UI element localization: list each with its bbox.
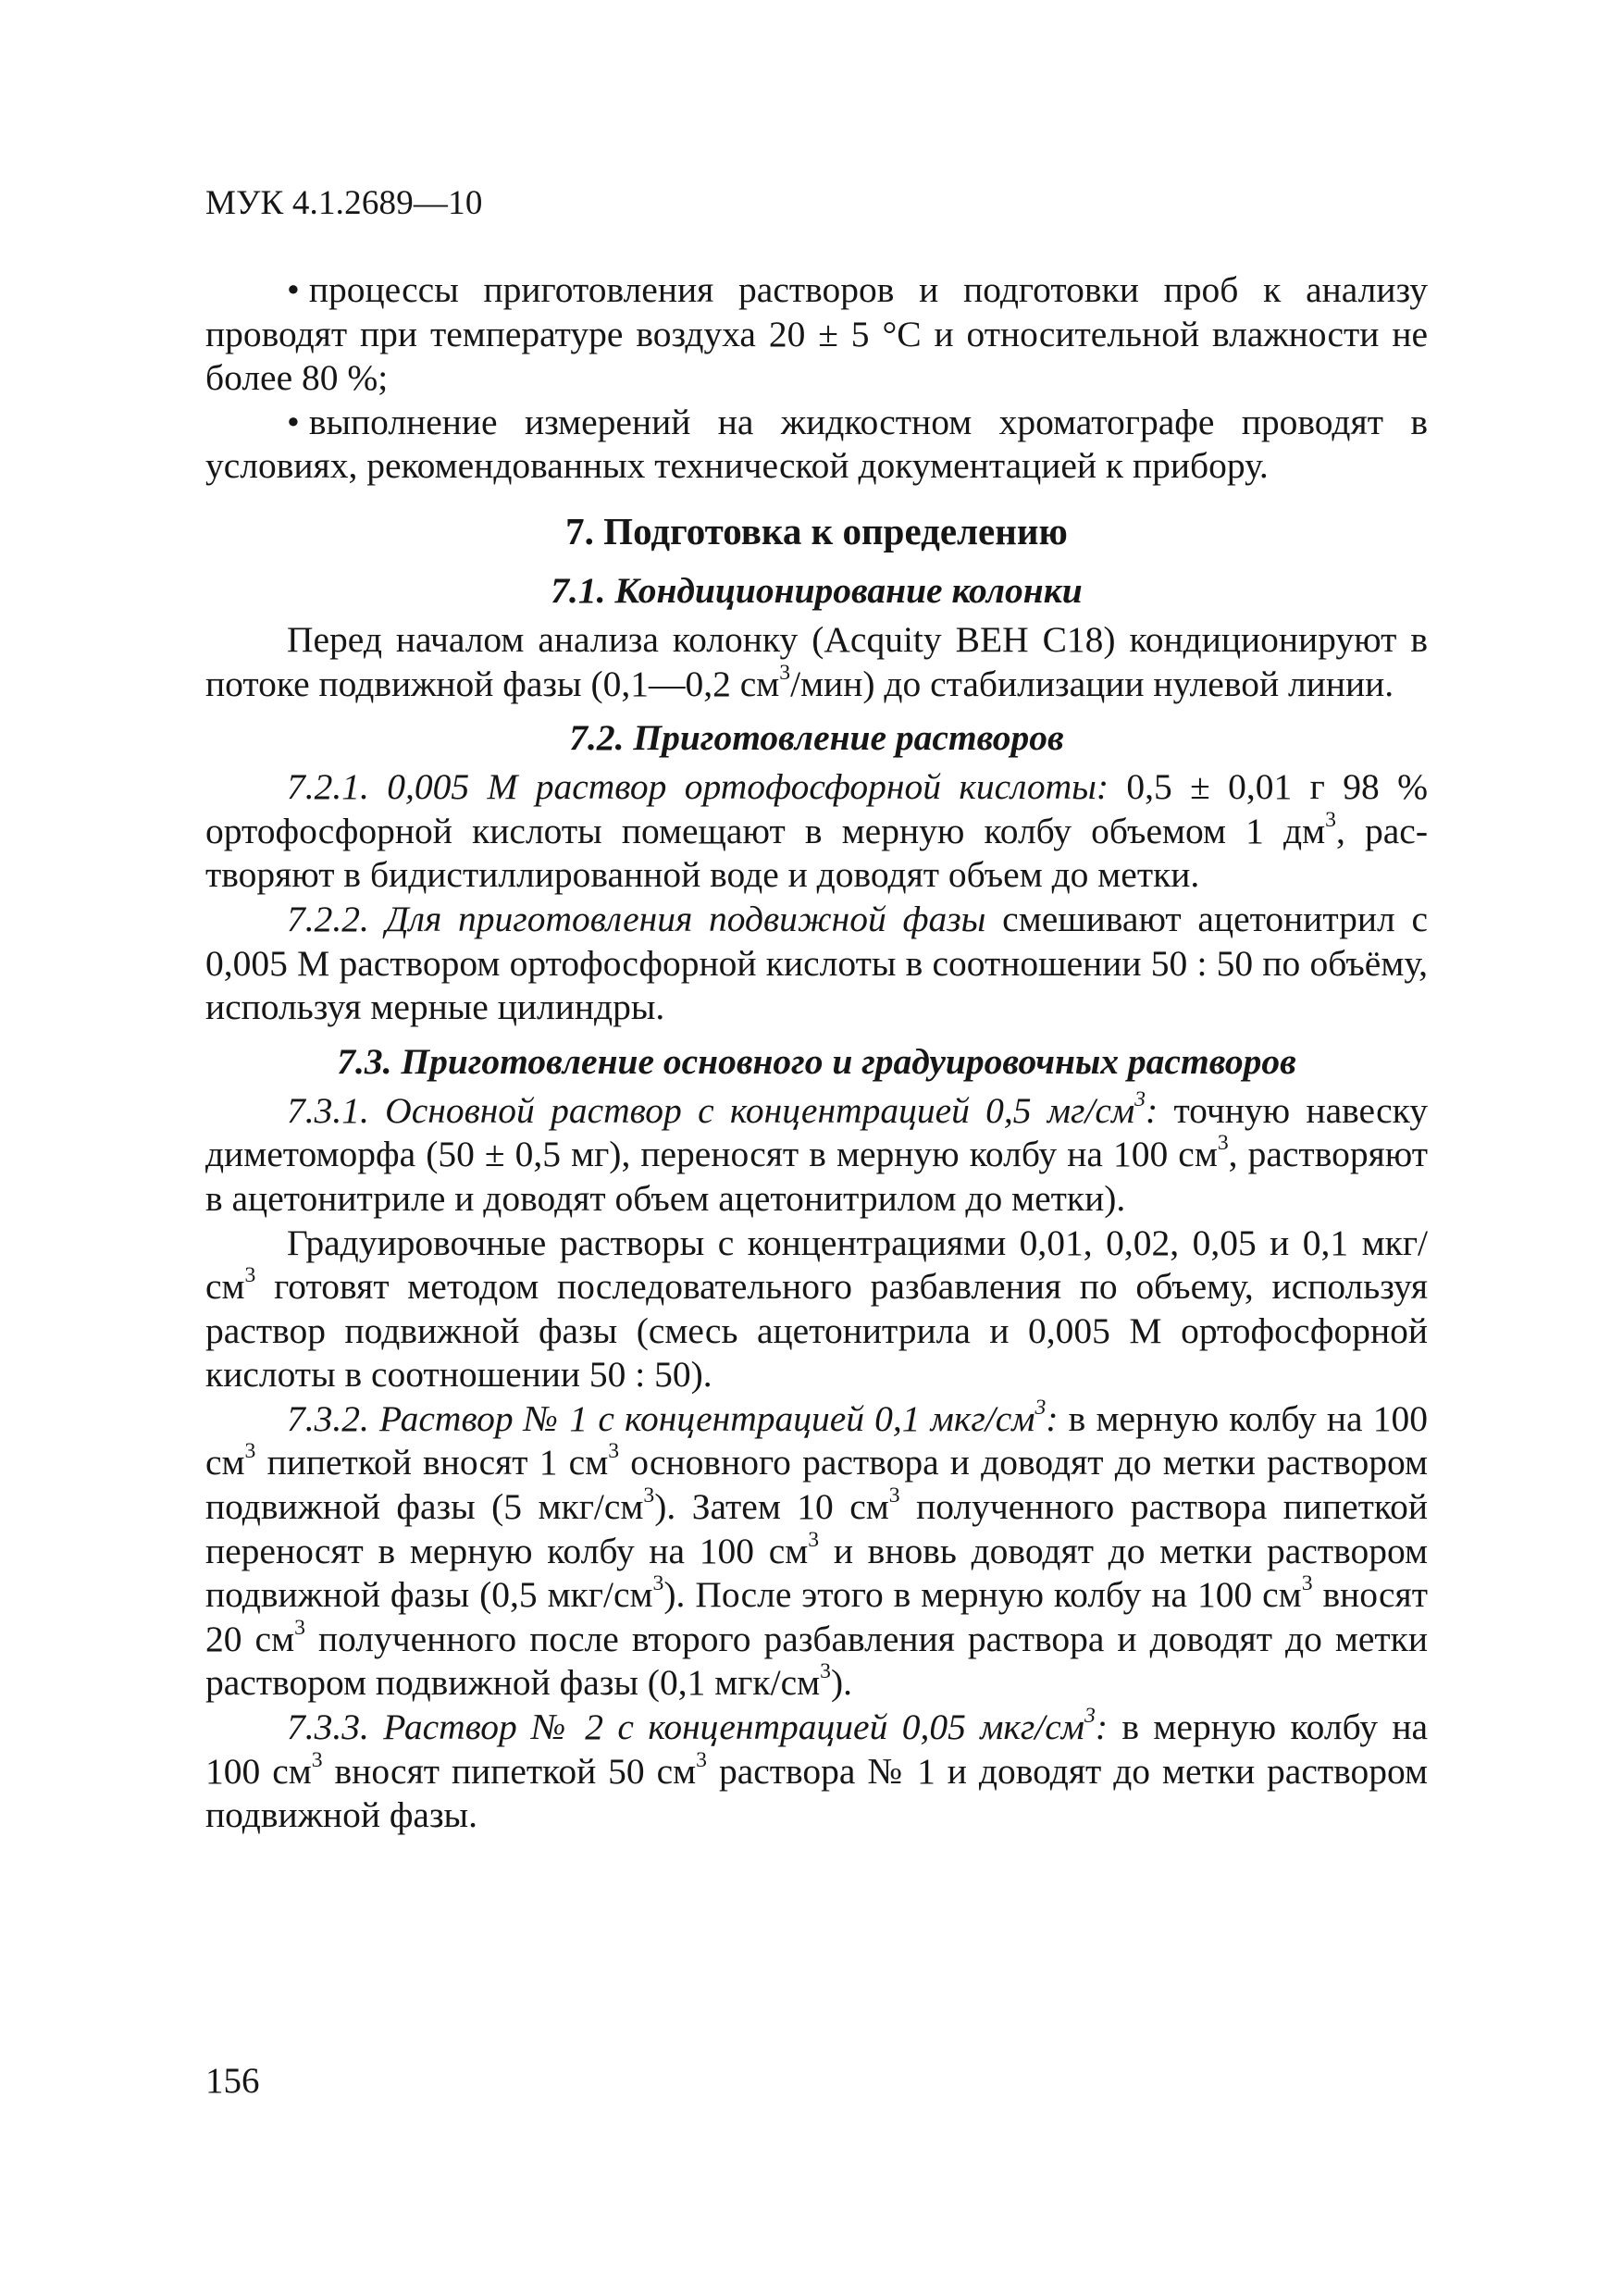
paragraph [205, 1706, 1428, 1838]
text-run: Градуировочные растворы с концентрациями 0,01, 0,02, 0,05 и 0,1 мкг/см [205, 1222, 1428, 1308]
text-run: полученного раствора пипеткой переносят в мерную колбу на 100 см [205, 1486, 1428, 1571]
paragraph [205, 1397, 1428, 1706]
item-label: : [1046, 1397, 1059, 1439]
paragraph [205, 765, 1428, 898]
superscript: 3 [1134, 1086, 1146, 1111]
superscript: 3 [1217, 1131, 1229, 1156]
subsection-heading: 7.2. Приготовление растворов [569, 717, 1064, 759]
superscript: 3 [696, 1747, 708, 1772]
text-run: , растворяют в бидистиллированной воде и доводят объем до метки. [205, 810, 1428, 896]
item-label: 7.2.2. Для приготовления подвижной фазы [287, 898, 986, 939]
paragraph [205, 1086, 1428, 1222]
item-label: 7.3.1. Основной раствор с концентрацией 0,5 мг/см [287, 1089, 1135, 1131]
text-run: пипеткой вносят 1 см [255, 1442, 609, 1483]
paragraph [205, 1222, 1428, 1397]
superscript: 3 [1035, 1396, 1047, 1421]
text-run: 0,5 ± 0,01 г 98 % ортофосфорной кислоты помещают в мерную колбу объемом 1 дм [205, 766, 1428, 851]
item-label: 7.3.2. Раствор № 1 с концентрацией 0,1 мкг/см [287, 1397, 1035, 1439]
text-run: вносят 20 см [205, 1574, 1428, 1659]
superscript: 3 [820, 1659, 831, 1684]
text-run: вносят пипеткой 50 см [322, 1750, 697, 1792]
superscript: 3 [1325, 807, 1336, 832]
text-run: основного раствора и доводят до метки раствором подвижной фазы (5 мкг/см [205, 1442, 1429, 1528]
superscript: 3 [311, 1747, 323, 1772]
bullet-mark: • [287, 401, 300, 442]
text-run: ). Затем 10 см [654, 1486, 889, 1528]
bullet-mark: • [287, 269, 300, 310]
text-run: точную навеску диметоморфа (50 ± 0,5 мг), переносят в мерную колбу на 100 см [205, 1089, 1428, 1175]
paragraph [205, 898, 1428, 1030]
text-run: ). [830, 1662, 852, 1704]
superscript: 3 [643, 1483, 655, 1508]
item-label: : [1146, 1089, 1158, 1131]
item-label: : [1095, 1706, 1109, 1748]
superscript: 3 [1084, 1704, 1096, 1729]
text-run: в мерную колбу на 100 см [205, 1706, 1428, 1792]
superscript: 3 [652, 1571, 664, 1596]
text-run: смешивают ацетонитрил с 0,005 М раствором ортофосфорной кислоты в соотношении 50 : 50 по объёму, используя мерные цилиндры. [205, 898, 1428, 1028]
superscript: 3 [244, 1263, 256, 1288]
bullet-item [205, 268, 1428, 401]
text-run: Перед началом анализа колонку (Acquity ВЕН С18) кондиционируют в потоке подвижной фазы (0,1—0,2 см [205, 618, 1428, 704]
text-run: раствора № 1 и доводят до метки раствором подвижной фазы. [205, 1750, 1429, 1836]
running-header: МУК 4.1.2689—10 [205, 184, 483, 222]
page-body [205, 268, 1428, 1838]
bullet-item [205, 401, 1428, 489]
text-run: готовят методом последовательного разбавления по объему, используя раствор подвижной фазы (смесь ацетонитрила и 0,005 М ортофосфорной кислоты в соотношении 50 : 50). [205, 1266, 1428, 1396]
bullet-text: процессы приготовления растворов и подготовки проб к анализу проводят при температуре воздуха 20 ± 5 °С и относительной влажности не более 80 %; [205, 269, 1428, 399]
item-label: 7.3.3. Раствор № 2 с концентрацией 0,05 мкг/см [287, 1706, 1085, 1748]
superscript: 3 [808, 1527, 820, 1552]
subsection-heading: 7.3. Приготовление основного и градуировочных растворов [337, 1040, 1296, 1082]
text-run: и вновь доводят до метки раствором подвижной фазы (0,5 мкг/см [205, 1530, 1428, 1616]
text-run: полученного после второго разбавления раствора и доводят до метки раствором подвижной фазы (0,1 мгк/см [205, 1618, 1428, 1704]
text-run: ). После этого в мерную колбу на 100 см [663, 1574, 1302, 1616]
superscript: 3 [244, 1439, 256, 1464]
bullet-text: выполнение измерений на жидкостном хроматографе проводят в условиях, рекомендованных технической документацией к прибору. [205, 401, 1428, 487]
superscript: 3 [1301, 1571, 1313, 1596]
text-run: в мерную колбу на 100 см [205, 1397, 1428, 1483]
page-number: 156 [205, 2061, 260, 2101]
paragraph [205, 618, 1428, 706]
superscript: 3 [888, 1483, 900, 1508]
text-run: , растворяют в ацетонитриле и доводят объем ацетонитрилом до метки). [205, 1134, 1428, 1219]
subsection-heading: 7.1. Кондиционирование колонки [551, 569, 1083, 611]
superscript: 3 [779, 660, 791, 685]
text-run: /мин) до стабилизации нулевой линии. [790, 663, 1394, 704]
superscript: 3 [294, 1616, 305, 1641]
section-heading: 7. Подготовка к определению [565, 509, 1068, 552]
superscript: 3 [608, 1439, 620, 1464]
item-label: 7.2.1. 0,005 М раствор ортофосфорной кислоты: [287, 766, 1109, 808]
